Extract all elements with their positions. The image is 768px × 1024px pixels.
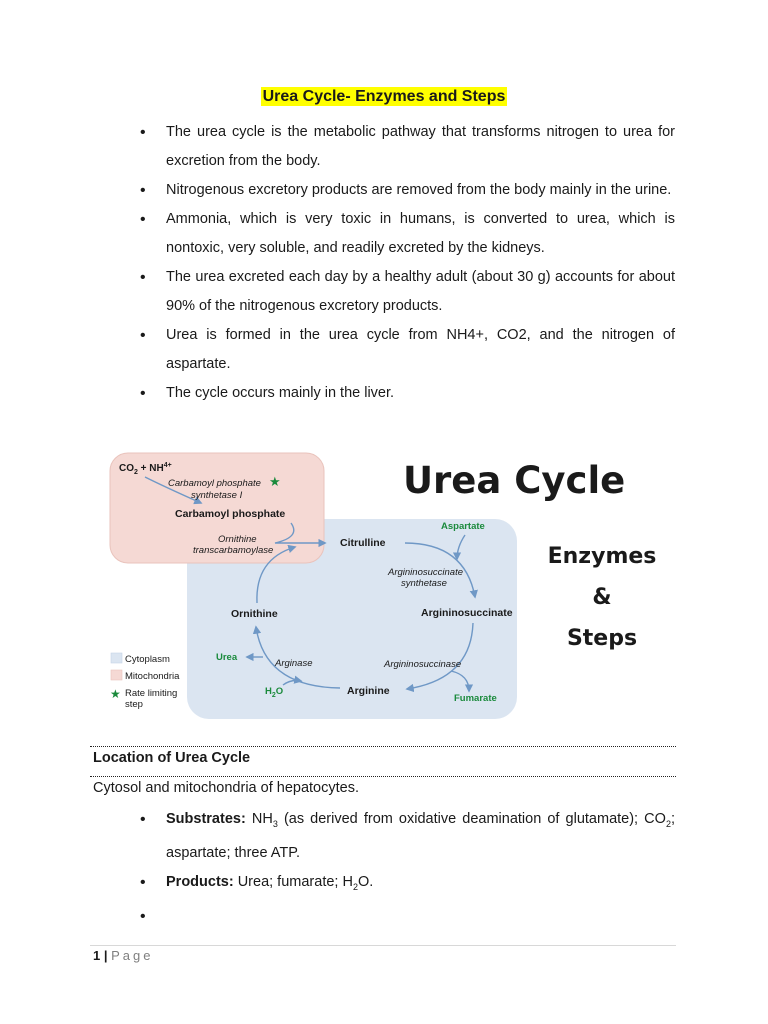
list-item-products: • Products: Urea; fumarate; $H_2O$. xyxy=(140,868,675,902)
legend-mitochondria-label: Mitochondria xyxy=(125,671,180,682)
legend-rate-limiting-line2: step xyxy=(125,699,143,710)
ornithine-label: Ornithine xyxy=(231,608,278,620)
diagram-subheading-enzymes: Enzymes xyxy=(547,544,657,569)
citrulline-label: Citrulline xyxy=(340,537,386,549)
enzyme-cps1-line1: Carbamoyl phosphate xyxy=(168,478,261,489)
diagram-subheading-amp: & xyxy=(592,585,612,610)
carbamoyl-phosphate-label: Carbamoyl phosphate xyxy=(175,508,286,520)
page-title xyxy=(0,88,768,106)
footer-divider xyxy=(90,945,676,946)
legend-mitochondria-swatch xyxy=(111,670,122,680)
list-item-empty xyxy=(140,902,675,931)
rate-limiting-star-icon: ★ xyxy=(269,474,281,489)
h2o-label: $H_2O$ xyxy=(265,686,284,699)
aspartate-label: Aspartate xyxy=(441,521,485,532)
diagram-subheading-steps: Steps xyxy=(566,626,638,651)
enzyme-otc-line1: Ornithine xyxy=(218,534,257,545)
fumarate-label: Fumarate xyxy=(454,693,497,704)
urea-label: Urea xyxy=(216,652,238,663)
page-number: 1 xyxy=(93,948,101,963)
enzyme-ass-line2: synthetase xyxy=(401,578,447,589)
list-item: • The urea cycle is the metabolic pathway that transforms nitrogen to urea for excretion from the body. xyxy=(140,118,675,176)
list-item: • Ammonia, which is very toxic in humans, is converted to urea, which is nontoxic, very soluble, and readily excreted by the kidneys. xyxy=(140,205,675,263)
section-divider-top xyxy=(90,746,676,747)
footer-separator: | xyxy=(100,948,112,963)
substrates-products-list xyxy=(140,805,675,931)
legend-cytoplasm-label: Cytoplasm xyxy=(125,654,170,665)
enzyme-ass-line1: Argininosuccinate xyxy=(388,567,463,578)
intro-bullet-list xyxy=(140,118,675,408)
enzyme-argininosuccinase: Argininosuccinase xyxy=(384,659,462,670)
legend-cytoplasm-swatch xyxy=(111,653,122,663)
argininosuccinate-label: Argininosuccinate xyxy=(421,607,513,619)
list-item: • Nitrogenous excretory products are removed from the body mainly in the urine. xyxy=(140,176,675,205)
section-divider-bottom xyxy=(90,776,676,777)
location-heading: Location of Urea Cycle xyxy=(93,750,251,766)
list-item: • The urea excreted each day by a healthy adult (about 30 g) accounts for about 90% of the nitrogenous excretory products. xyxy=(140,263,675,321)
list-item: • The cycle occurs mainly in the liver. xyxy=(140,379,675,408)
location-text: Cytosol and mitochondria of hepatocytes. xyxy=(93,780,359,796)
diagram-heading: Urea Cycle xyxy=(403,459,626,502)
co2-nh4-label: $CO_2 + NH^{4+}$ xyxy=(119,462,172,476)
enzyme-arginase: Arginase xyxy=(275,658,313,669)
page-footer xyxy=(93,948,153,963)
legend-star-icon: ★ xyxy=(110,687,121,701)
list-item-substrates: • Substrates: $NH_3$ (as derived from oxidative deamination of glutamate); $CO_2$; aspartate; three ATP. xyxy=(140,805,675,868)
arginine-label: Arginine xyxy=(347,685,390,697)
enzyme-cps1-line2: synthetase I xyxy=(191,490,243,501)
legend-rate-limiting-line1: Rate limiting xyxy=(125,688,178,699)
urea-cycle-diagram xyxy=(105,447,665,727)
enzyme-otc-line2: transcarbamoylase xyxy=(193,545,274,556)
page-word: Page xyxy=(111,948,154,963)
title-highlight: Urea Cycle- Enzymes and Steps xyxy=(262,88,506,105)
list-item: • Urea is formed in the urea cycle from NH4+, CO2, and the nitrogen of aspartate. xyxy=(140,321,675,379)
